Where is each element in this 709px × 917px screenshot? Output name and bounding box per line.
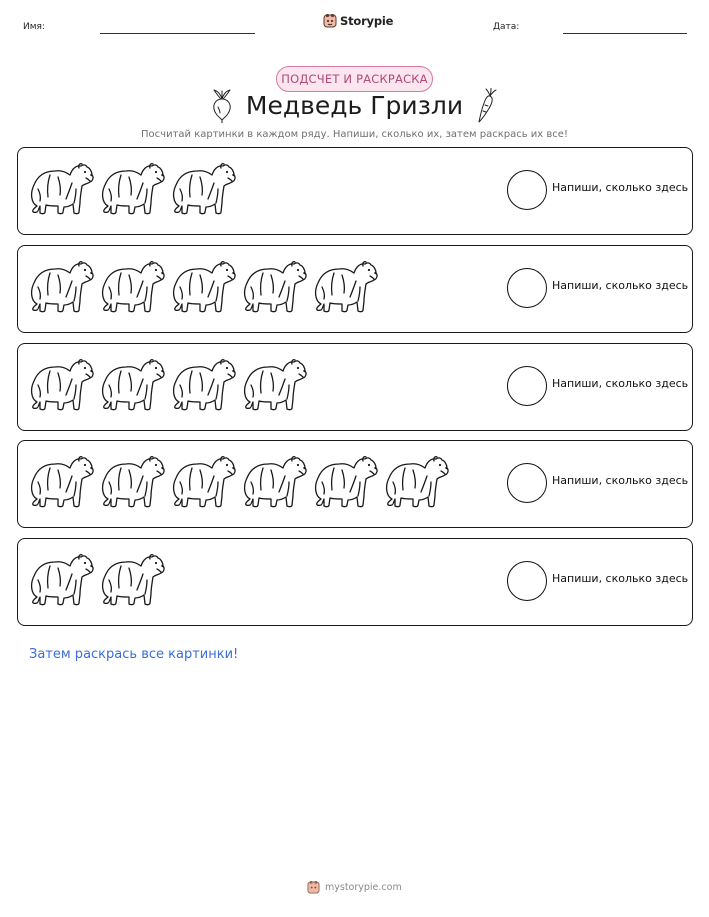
grizzly-bear-icon — [312, 257, 378, 317]
count-row-3 — [17, 343, 693, 431]
answer-circle[interactable] — [507, 561, 547, 601]
grizzly-bear-icon — [99, 355, 165, 415]
name-line[interactable] — [100, 33, 255, 34]
carrot-icon — [474, 88, 498, 124]
grizzly-bear-icon — [170, 355, 236, 415]
grizzly-bear-icon — [99, 159, 165, 219]
grizzly-bear-icon — [28, 159, 94, 219]
bear-group — [28, 452, 449, 512]
grizzly-bear-icon — [28, 257, 94, 317]
bear-group — [28, 257, 378, 317]
activity-badge: ПОДСЧЕТ И РАСКРАСКА — [276, 66, 433, 92]
answer-label: Напиши, сколько здесь — [552, 474, 689, 487]
answer-label: Напиши, сколько здесь — [552, 572, 689, 585]
brand-name: Storypie — [340, 14, 394, 28]
site-url[interactable]: mystorypie.com — [325, 882, 402, 893]
bear-group — [28, 355, 307, 415]
grizzly-bear-icon — [99, 452, 165, 512]
answer-label: Напиши, сколько здесь — [552, 377, 689, 390]
grizzly-bear-icon — [312, 452, 378, 512]
grizzly-bear-icon — [170, 159, 236, 219]
site-footer — [307, 880, 402, 895]
count-row-2 — [17, 245, 693, 333]
coloring-instruction: Затем раскрась все картинки! — [29, 647, 239, 662]
answer-circle[interactable] — [507, 268, 547, 308]
instructions: Посчитай картинки в каждом ряду. Напиши, сколько их, затем раскрась их все! — [141, 129, 568, 140]
grizzly-bear-icon — [241, 257, 307, 317]
storypie-icon — [323, 13, 337, 29]
date-line[interactable] — [563, 33, 687, 34]
grizzly-bear-icon — [241, 452, 307, 512]
answer-label: Напиши, сколько здесь — [552, 279, 689, 292]
grizzly-bear-icon — [28, 550, 94, 610]
storypie-icon — [307, 880, 320, 895]
count-row-5 — [17, 538, 693, 626]
brand-logo — [323, 13, 393, 29]
grizzly-bear-icon — [99, 550, 165, 610]
answer-circle[interactable] — [507, 170, 547, 210]
grizzly-bear-icon — [99, 257, 165, 317]
count-row-1 — [17, 147, 693, 235]
grizzly-bear-icon — [170, 452, 236, 512]
answer-circle[interactable] — [507, 463, 547, 503]
bear-group — [28, 550, 165, 610]
answer-label: Напиши, сколько здесь — [552, 181, 689, 194]
grizzly-bear-icon — [383, 452, 449, 512]
grizzly-bear-icon — [170, 257, 236, 317]
count-row-4 — [17, 440, 693, 528]
answer-circle[interactable] — [507, 366, 547, 406]
page-title: Медведь Гризли — [245, 91, 464, 120]
grizzly-bear-icon — [241, 355, 307, 415]
grizzly-bear-icon — [28, 452, 94, 512]
date-label: Дата: — [493, 22, 520, 32]
bear-group — [28, 159, 236, 219]
grizzly-bear-icon — [28, 355, 94, 415]
name-label: Имя: — [23, 22, 45, 32]
